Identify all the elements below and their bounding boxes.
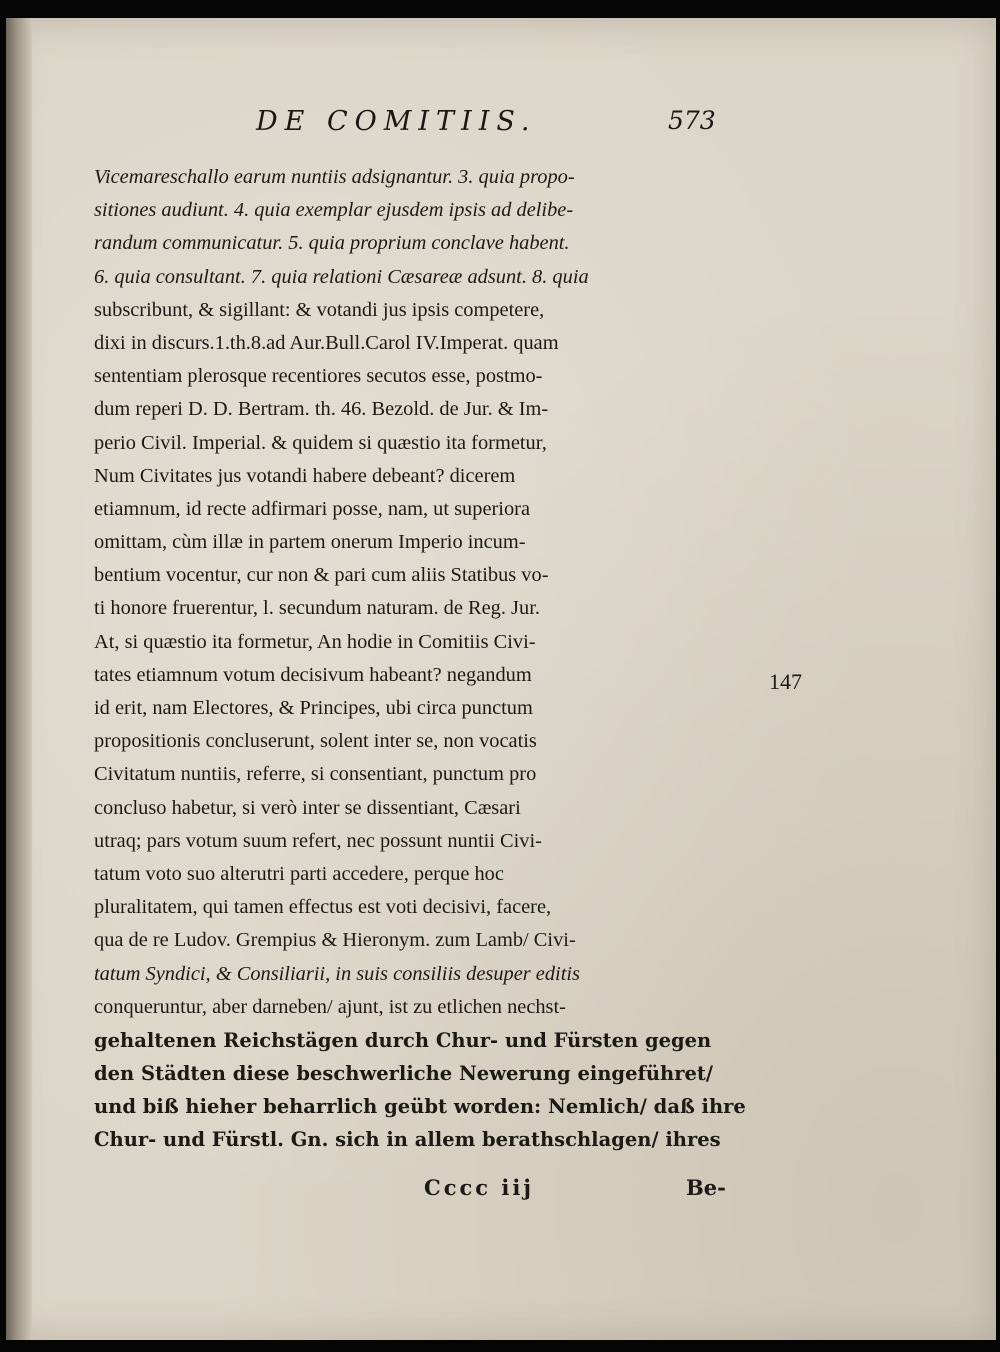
margin-note: 147 bbox=[769, 669, 802, 694]
text-line: propositionis concluserunt, solent inter se, non vocatis bbox=[94, 730, 537, 753]
text-line: tates etiamnum votum decisivum habeant? negandum bbox=[94, 663, 532, 686]
catchword: Be- bbox=[686, 1175, 726, 1200]
text-line: Vicemareschallo earum nuntiis adsignantur. 3. quia propo- bbox=[94, 166, 575, 188]
text-line: subscribunt, & sigillant: & votandi jus ipsis competere, bbox=[94, 298, 545, 321]
text-line: qua de re Ludov. Grempius & Hieronym. zum Lamb/ Civi- bbox=[94, 929, 576, 952]
text-line: sitiones audiunt. 4. quia exemplar ejusdem ipsis ad delibe- bbox=[94, 199, 574, 222]
text-line: 6. quia consultant. 7. quia relationi Cæsareæ adsunt. 8. quia bbox=[94, 265, 589, 288]
text-line: ti honore fruerentur, l. secundum naturam. de Reg. Jur. bbox=[94, 597, 540, 620]
text-line: etiamnum, id recte adfirmari posse, nam, ut superiora bbox=[94, 497, 530, 520]
text-line: gehaltenen Reichstägen durch Chur- und Fürsten gegen bbox=[94, 1028, 712, 1052]
page-number: 573 bbox=[668, 106, 716, 135]
book-page bbox=[6, 18, 996, 1340]
running-title: DE COMITIIS. bbox=[256, 106, 537, 137]
text-line: dum reperi D. D. Bertram. th. 46. Bezold. de Jur. & Im- bbox=[94, 398, 549, 421]
text-line: At, si quæstio ita formetur, An hodie in Comitiis Civi- bbox=[94, 630, 536, 653]
page-header bbox=[6, 106, 996, 146]
text-line: Civitatum nuntiis, referre, si consentiant, punctum pro bbox=[94, 763, 537, 786]
text-line: bentium vocentur, cur non & pari cum aliis Statibus vo- bbox=[94, 564, 549, 587]
text-line: pluralitatem, qui tamen effectus est voti decisivi, facere, bbox=[94, 896, 552, 919]
text-line: utraq; pars votum suum refert, nec possunt nuntii Civi- bbox=[94, 829, 542, 852]
text-line: den Städten diese beschwerliche Newerung eingeführet/ bbox=[94, 1062, 714, 1086]
text-line: sententiam plerosque recentiores secutos esse, postmo- bbox=[94, 365, 543, 388]
body-text bbox=[94, 161, 754, 1157]
text-line: Chur- und Fürstl. Gn. sich in allem berathschlagen/ ihres bbox=[94, 1128, 721, 1152]
text-line: randum communicatur. 5. quia proprium conclave habent. bbox=[94, 232, 570, 255]
signature-mark: Cccc iij bbox=[424, 1175, 534, 1200]
text-line: dixi in discurs.1.th.8.ad Aur.Bull.Carol IV.Imperat. quam bbox=[94, 331, 559, 354]
text-line: und biß hieher beharrlich geübt worden: Nemlich/ daß ihre bbox=[94, 1095, 746, 1119]
text-line: conqueruntur, aber darneben/ ajunt, ist zu etlichen nechst- bbox=[94, 995, 566, 1018]
page-gutter-shadow bbox=[6, 18, 32, 1340]
text-line: omittam, cùm illæ in partem onerum Imperio incum- bbox=[94, 531, 526, 554]
text-line: concluso habetur, si verò inter se dissentiant, Cæsari bbox=[94, 796, 521, 819]
page-footer bbox=[6, 1175, 996, 1211]
text-line: tatum voto suo alterutri parti accedere, perque hoc bbox=[94, 862, 504, 885]
text-line: id erit, nam Electores, & Principes, ubi circa punctum bbox=[94, 697, 533, 719]
text-line: perio Civil. Imperial. & quidem si quæstio ita formetur, bbox=[94, 431, 547, 454]
text-line: Num Civitates jus votandi habere debeant? dicerem bbox=[94, 464, 516, 487]
text-line: tatum Syndici, & Consiliarii, in suis consiliis desuper editis bbox=[94, 962, 580, 985]
